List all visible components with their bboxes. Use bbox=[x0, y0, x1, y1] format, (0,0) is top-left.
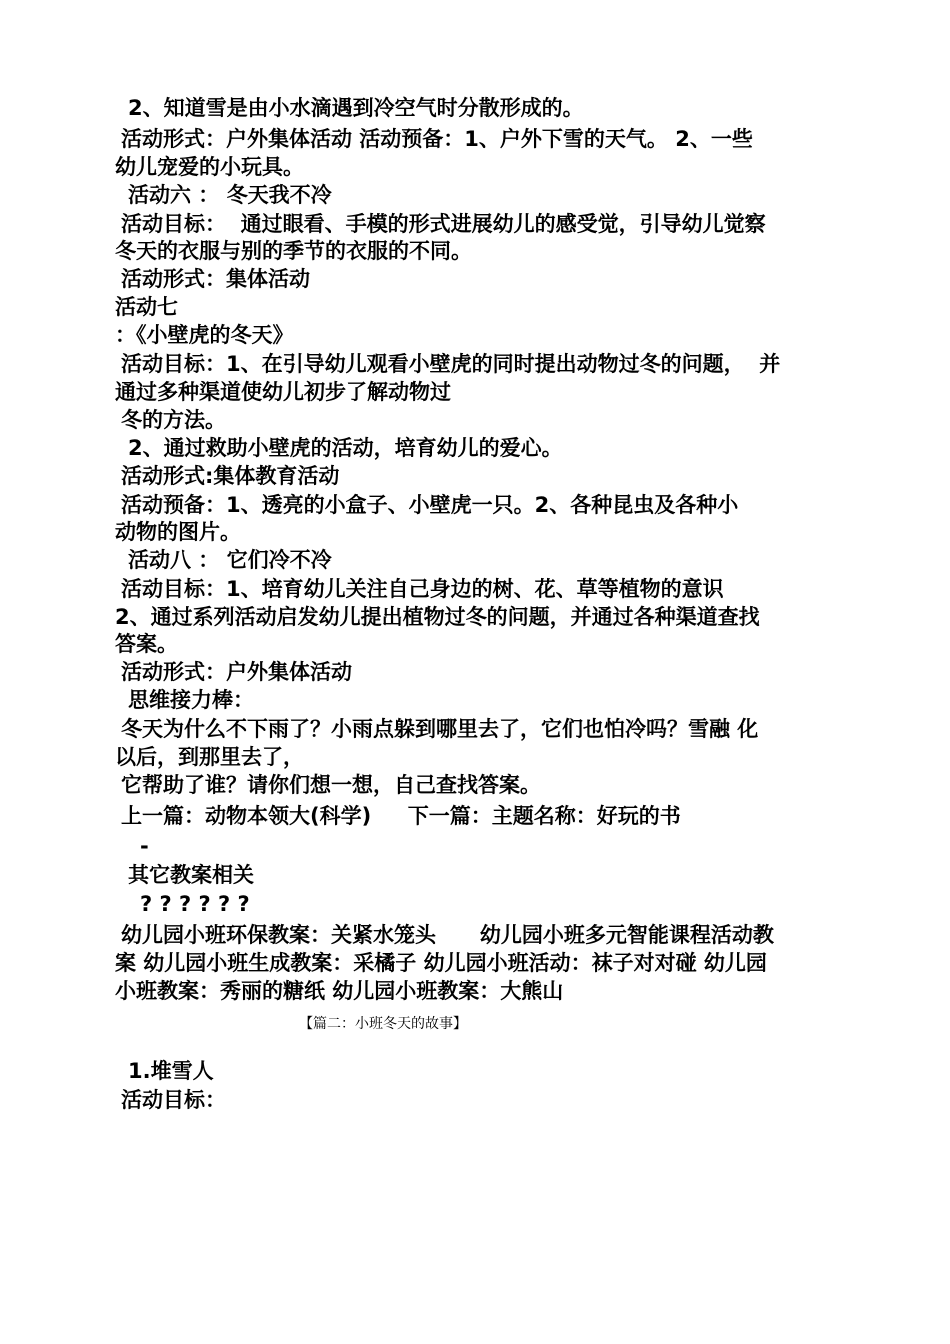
text-line: 活动六 ： 冬天我不冷 bbox=[128, 183, 332, 207]
text-line: 幼儿宠爱的小玩具。 bbox=[115, 155, 304, 179]
text-line: 以后，到那里去了， bbox=[115, 745, 304, 769]
text-line: 冬的方法。 bbox=[121, 408, 226, 432]
text-line: 它帮助了谁？请你们想一想，自己查找答案。 bbox=[121, 773, 541, 797]
related-links-line: 小班教案：秀丽的糖纸 幼儿园小班教案：大熊山 bbox=[115, 979, 564, 1003]
text-line: 冬天为什么不下雨了？小雨点躲到哪里去了，它们也怕冷吗？雪融 化 bbox=[121, 717, 759, 741]
text-line: 2、通过系列活动启发幼儿提出植物过冬的问题，并通过各种渠道查找 bbox=[115, 605, 760, 629]
text-line: 活动目标：1、培育幼儿关注自己身边的树、花、草等植物的意识 bbox=[121, 577, 724, 601]
text-line: 活动预备：1、透亮的小盒子、小壁虎一只。2、各种昆虫及各种小 bbox=[121, 493, 739, 517]
text-line: 活动形式:集体教育活动 bbox=[121, 464, 340, 488]
text-line: - bbox=[140, 834, 149, 858]
text-line: 活动八 ： 它们冷不冷 bbox=[128, 548, 332, 572]
related-heading: 其它教案相关 bbox=[128, 863, 254, 887]
section-heading: 【篇二：小班冬天的故事】 bbox=[299, 1016, 467, 1032]
text-line: 活动目标： bbox=[121, 1088, 226, 1112]
text-line: 活动七 bbox=[115, 295, 178, 319]
related-links-line: 幼儿园小班环保教案：关紧水笼头 幼儿园小班多元智能课程活动教 bbox=[121, 923, 774, 947]
text-line: 活动形式：户外集体活动 活动预备：1、户外下雪的天气。 2、一些 bbox=[121, 127, 753, 151]
text-line: 活动形式：户外集体活动 bbox=[121, 660, 352, 684]
text-line: ? ? ? ? ? ? bbox=[140, 892, 250, 916]
nav-links-line: 上一篇：动物本领大(科学) 下一篇：主题名称：好玩的书 bbox=[121, 804, 681, 828]
text-line: 活动目标： 通过眼看、手模的形式进展幼儿的感受觉，引导幼儿觉察 bbox=[121, 212, 766, 236]
text-line: ：《小壁虎的冬天》 bbox=[115, 323, 294, 347]
subsection-title: 1.堆雪人 bbox=[128, 1059, 214, 1083]
text-line: 思维接力棒： bbox=[128, 688, 254, 712]
text-line: 答案。 bbox=[115, 632, 178, 656]
text-line: 通过多种渠道使幼儿初步了解动物过 bbox=[115, 380, 451, 404]
text-line: 2、通过救助小壁虎的活动，培育幼儿的爱心。 bbox=[128, 436, 563, 460]
text-line: 冬天的衣服与别的季节的衣服的不同。 bbox=[115, 239, 472, 263]
text-line: 2、知道雪是由小水滴遇到冷空气时分散形成的。 bbox=[128, 96, 584, 120]
related-links-line: 案 幼儿园小班生成教案：采橘子 幼儿园小班活动：袜子对对碰 幼儿园 bbox=[115, 951, 767, 975]
text-line: 动物的图片。 bbox=[115, 520, 241, 544]
text-line: 活动形式：集体活动 bbox=[121, 267, 310, 291]
text-line: 活动目标：1、在引导幼儿观看小壁虎的同时提出动物过冬的问题， 并 bbox=[121, 352, 781, 376]
